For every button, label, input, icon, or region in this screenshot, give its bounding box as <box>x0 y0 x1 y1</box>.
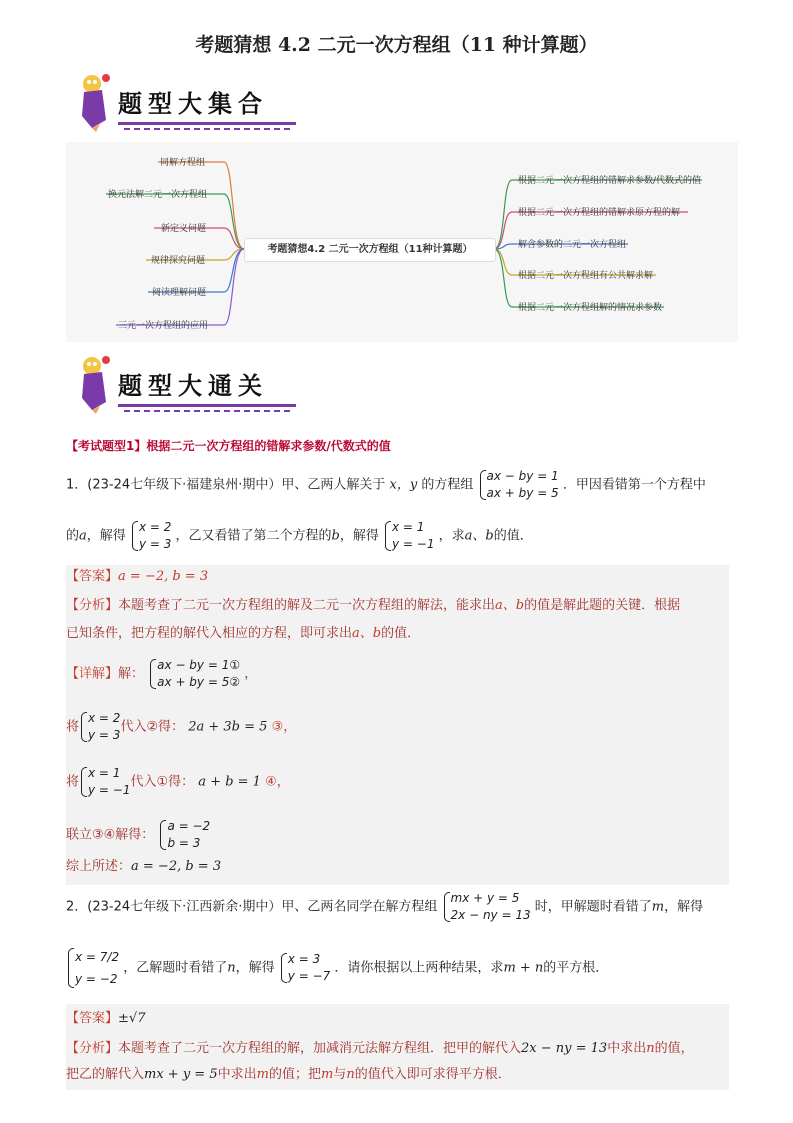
q2-analysis-line2 <box>66 1066 511 1084</box>
mindmap-right-node: 根据二元一次方程组解的情况求参数 <box>518 303 663 313</box>
analysis-label: 【分析】 <box>66 598 119 613</box>
equation: y = 3 <box>88 728 121 742</box>
equation: a = −2, b = 3 <box>131 859 222 874</box>
q2-solution-jia <box>66 946 119 990</box>
q1-vars: x，y <box>389 477 418 493</box>
q1-system <box>478 468 559 502</box>
equation: 2x − ny = 13 <box>450 908 531 922</box>
analysis-text: 把乙的解代入 <box>66 1067 145 1082</box>
detail-text: 将 <box>66 719 80 735</box>
banner-underline <box>118 122 296 125</box>
q1-source: 1．(23-24七年级下·福建泉州·期中）甲、乙两人解关于 <box>66 477 386 493</box>
q1-stem-line2 <box>66 519 533 553</box>
equation: a = −2 <box>167 819 211 833</box>
detail-text: 代入①得： <box>130 774 195 790</box>
q2-text: ，解得 <box>235 960 275 976</box>
q1-step1 <box>66 710 296 744</box>
analysis-text: 的值． <box>381 626 421 641</box>
var-n: n <box>646 1041 655 1056</box>
analysis-text: 本题考查了二元一次方程组的解，加减消元法解方程组．把甲的解代入 <box>118 1041 522 1056</box>
mindmap-right-node: 解含参数的二元一次方程组 <box>518 240 627 250</box>
q1-detail: 【详解】解： ax − by = 1① ax + by = 5② ， <box>66 658 258 689</box>
q2-solution-yi <box>279 951 330 985</box>
q2-analysis-line1 <box>66 1040 694 1058</box>
equation: ax + by = 5② <box>157 675 241 689</box>
equation: y = −1 <box>88 783 131 797</box>
equation: x = 2 <box>88 711 121 725</box>
mindmap-left-node: 换元法解二元一次方程组 <box>108 190 208 200</box>
section-banner-collection <box>66 72 296 142</box>
equation: y = −1 <box>392 537 435 551</box>
equation-tag: ④， <box>265 774 290 790</box>
equation: x = 1 <box>88 766 121 780</box>
banner-title: 题型大集合 <box>118 89 268 118</box>
q1-step2 <box>66 765 290 799</box>
q2-answer <box>66 1010 145 1028</box>
equation: x = 2 <box>138 520 172 534</box>
analysis-text: 的值；把 <box>268 1067 321 1082</box>
mindmap-left-node: 三元一次方程组的应用 <box>118 321 209 331</box>
detail-text: 综上所述： <box>66 859 132 874</box>
equation: a + b = 1 <box>198 774 261 790</box>
q1-analysis-line1 <box>66 597 680 615</box>
cartoon-pencil-icon <box>76 72 118 132</box>
mindmap-right-node: 根据二元一次方程组的错解求原方程的解 <box>518 208 681 218</box>
q1-solution-jia <box>130 519 171 553</box>
mindmap-left-node: 阅读理解问题 <box>152 288 207 298</box>
q1-stem-line1 <box>66 468 706 502</box>
detail-text: 解： <box>118 666 145 682</box>
mindmap-left-node: 规律探究问题 <box>151 256 206 266</box>
q1-text: 的值． <box>493 528 533 544</box>
q1-step3 <box>66 818 210 852</box>
equation: ax − by = 1① <box>157 658 241 672</box>
topic-mindmap <box>66 142 738 342</box>
mindmap-left-node: 新定义问题 <box>161 224 207 234</box>
mindmap-right-node: 根据二元一次方程组有公共解求解 <box>518 271 654 281</box>
question-type-title: 【考试题型1】根据二元一次方程组的错解求参数/代数式的值 <box>66 439 391 453</box>
analysis-text: 已知条件，把方程的解代入相应的方程，即可求出 <box>66 626 353 641</box>
equation: mx + y = 5 <box>450 891 520 905</box>
var-n: n <box>227 960 236 976</box>
analysis-text: 的值， <box>654 1041 694 1056</box>
equation: 2x − ny = 13 <box>521 1041 608 1056</box>
q2-stem-line1 <box>66 890 703 924</box>
var-mn: m + n <box>503 960 544 976</box>
q2-text: 时，甲解题时看错了 <box>534 899 652 915</box>
analysis-text: 中求出 <box>607 1041 647 1056</box>
analysis-text: 中求出 <box>217 1067 257 1082</box>
q1-text: ，解得 <box>86 528 126 544</box>
banner-dash <box>124 410 290 412</box>
substitute-system <box>79 765 130 799</box>
mindmap-left-node: 同解方程组 <box>160 158 206 168</box>
banner-title: 题型大通关 <box>118 371 268 400</box>
equation: ax − by = 1 <box>486 469 559 483</box>
cartoon-pencil-icon <box>76 354 118 414</box>
analysis-text: 与 <box>333 1067 347 1082</box>
detail-label: 【详解】 <box>66 666 119 682</box>
equation: y = −7 <box>287 969 331 983</box>
q2-source: 2．(23-24七年级下·江西新余·期中）甲、乙两名同学在解方程组 <box>66 899 438 915</box>
equation: x = 1 <box>392 520 425 534</box>
var-m: m <box>320 1067 334 1082</box>
section-banner-pass <box>66 354 296 424</box>
detail-text: 代入②得： <box>120 719 185 735</box>
equation: x = 7/2 <box>75 950 120 964</box>
mindmap-center: 考题猜想4.2 二元一次方程组（11种计算题） <box>244 238 496 262</box>
q2-stem-line2 <box>66 946 608 990</box>
q2-text: ，乙解题时看错了 <box>123 960 228 976</box>
analysis-label: 【分析】 <box>66 1041 119 1056</box>
banner-dash <box>124 128 290 130</box>
q1-text: ，乙又看错了第二个方程的 <box>175 528 332 544</box>
q2-text: ，解得 <box>664 899 704 915</box>
detail-text: 联立③④解得： <box>66 827 155 843</box>
q1-answer <box>66 568 208 586</box>
q1-text: ，解得 <box>339 528 379 544</box>
var-m: m <box>256 1067 269 1082</box>
substitute-system <box>79 710 120 744</box>
q1-text: ．甲因看错第一个方程中 <box>562 477 706 493</box>
equation: mx + y = 5 <box>144 1067 218 1082</box>
analysis-text: 的值是解此题的关键．根据 <box>524 598 681 613</box>
q1-solution-yi <box>383 519 434 553</box>
equation: y = −2 <box>75 972 118 986</box>
q1-text: ，求 <box>438 528 465 544</box>
equation: ax + by = 5 <box>486 486 559 500</box>
var-b: b <box>331 528 340 544</box>
equation-tag: ③， <box>271 719 297 735</box>
q1-step4 <box>66 858 221 876</box>
page-title: 考题猜想 4.2 二元一次方程组（11 种计算题） <box>195 34 598 56</box>
var-ab: a、b <box>464 528 494 544</box>
detail-text: 将 <box>66 774 80 790</box>
var-a: a <box>79 528 87 544</box>
equation: b = 3 <box>167 836 201 850</box>
q2-system <box>442 890 531 924</box>
equation: x = 3 <box>287 952 321 966</box>
equation: 2a + 3b = 5 <box>188 719 268 735</box>
result-system <box>158 818 210 852</box>
q1-analysis-line2 <box>66 625 420 643</box>
q1-text: 的 <box>66 528 80 544</box>
var-m: m <box>651 899 665 915</box>
banner-underline <box>118 404 296 407</box>
answer-label: 【答案】 <box>66 569 119 584</box>
answer-value: a = −2, b = 3 <box>118 569 209 584</box>
analysis-text: 本题考查了二元一次方程组的解及二元一次方程组的解法，能求出 <box>118 598 496 613</box>
q1-detail-system <box>148 657 240 691</box>
var-ab: a、b <box>495 598 525 613</box>
answer-value: ±√7 <box>118 1011 146 1026</box>
analysis-text: 的值代入即可求得平方根． <box>354 1067 511 1082</box>
q2-text: 的平方根． <box>543 960 609 976</box>
var-ab: a、b <box>352 626 382 641</box>
q1-text: 的方程组 <box>421 477 474 493</box>
var-n: n <box>346 1067 355 1082</box>
equation: y = 3 <box>138 537 172 551</box>
answer-label: 【答案】 <box>66 1011 119 1026</box>
mindmap-right-node: 根据二元一次方程组的错解求参数/代数式的值 <box>518 176 702 186</box>
q2-text: ．请你根据以上两种结果，求 <box>334 960 504 976</box>
